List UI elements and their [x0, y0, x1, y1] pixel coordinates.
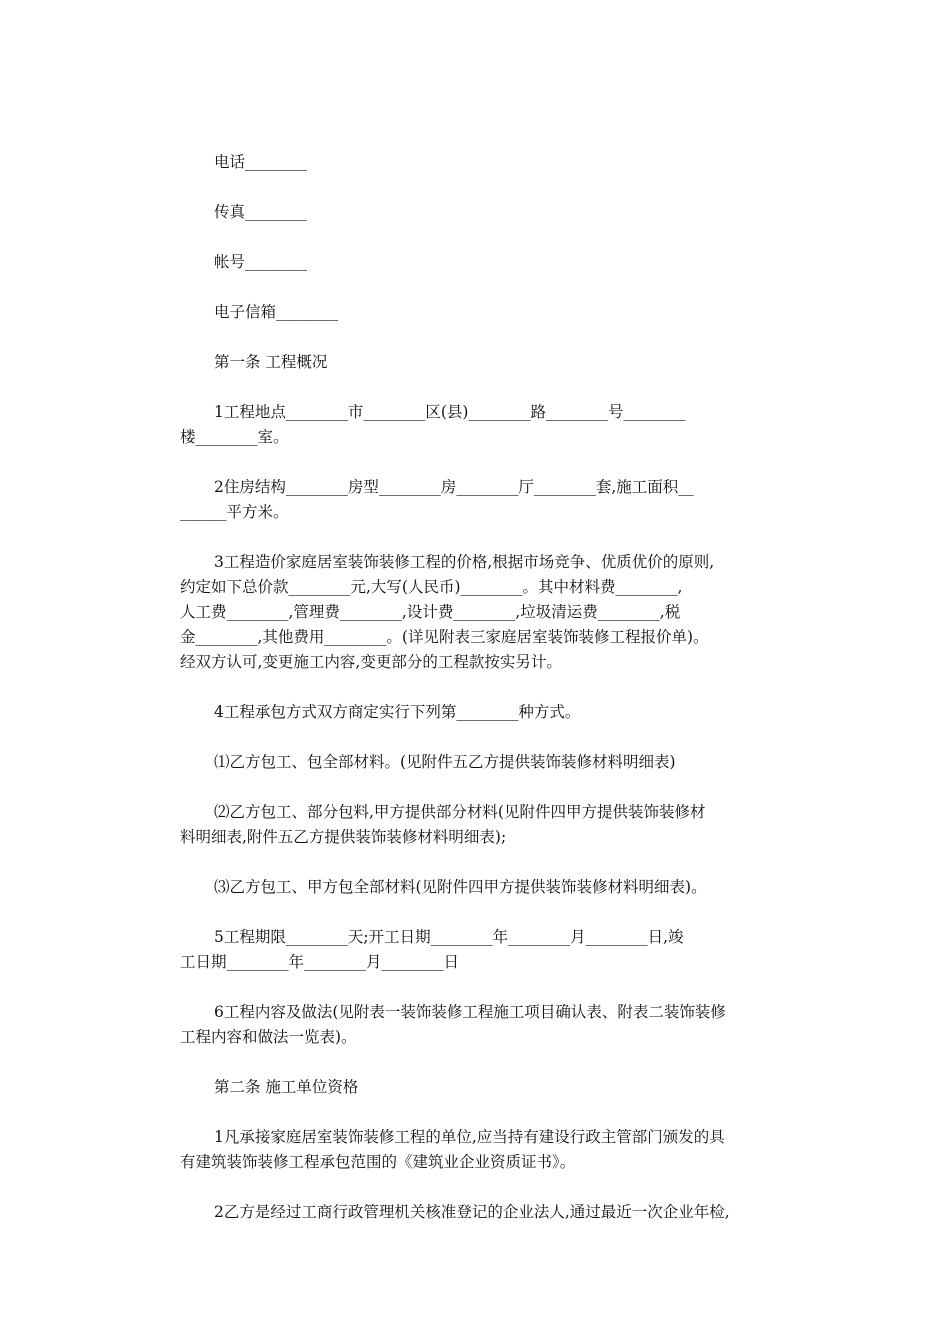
article-1-option-1: ⑴乙方包工、包全部材料。(见附件五乙方提供装饰装修材料明细表) — [214, 753, 676, 771]
article-1-item-4: 4工程承包方式双方商定实行下列第________种方式。 — [214, 703, 581, 721]
article-1-option-2-line-2: 料明细表,附件五乙方提供装饰装修材料明细表); — [180, 828, 507, 846]
article-1-option-2-line-1: ⑵乙方包工、部分包料,甲方提供部分材料(见附件四甲方提供装饰装修材 — [214, 803, 706, 821]
article-1-item-3-line-5: 经双方认可,变更施工内容,变更部分的工程款按实另计。 — [180, 653, 562, 671]
article-2-item-1-line-1: 1凡承接家庭居室装饰装修工程的单位,应当持有建设行政主管部门颁发的具 — [214, 1128, 725, 1146]
article-1-item-1-line-2: 楼________室。 — [180, 428, 289, 446]
article-2-item-1-line-2: 有建筑装饰装修工程承包范围的《建筑业企业资质证书》。 — [180, 1153, 576, 1171]
article-1-item-3-line-3: 人工费________,管理费________,设计费________,垃圾清运费________,税 — [180, 603, 681, 621]
fax-line: 传真________ — [214, 203, 308, 221]
article-1-item-3-line-1: 3工程造价家庭居室装饰装修工程的价格,根据市场竞争、优质优价的原则, — [214, 553, 715, 571]
article-1-item-3-line-2: 约定如下总价款________元,大写(人民币)________。其中材料费________, — [180, 578, 683, 596]
article-1-item-5-line-2: 工日期________年________月________日 — [180, 953, 460, 971]
phone-line: 电话________ — [214, 153, 308, 171]
article-1-item-1-line-1: 1工程地点________市________区(县)________路________号________ — [214, 403, 686, 421]
article-2-item-2-line-1: 2乙方是经过工商行政管理机关核准登记的企业法人,通过最近一次企业年检, — [214, 1203, 730, 1221]
article-1-item-2-line-2: ______平方米。 — [180, 503, 289, 521]
email-line: 电子信箱________ — [214, 303, 339, 321]
article-1-heading: 第一条 工程概况 — [214, 353, 328, 371]
article-1-option-3: ⑶乙方包工、甲方包全部材料(见附件四甲方提供装饰装修材料明细表)。 — [214, 878, 707, 896]
article-1-item-3-line-4: 金________,其他费用________。(详见附表三家庭居室装饰装修工程报价单)。 — [180, 628, 709, 646]
article-1-item-6-line-2: 工程内容和做法一览表)。 — [180, 1028, 357, 1046]
article-1-item-5-line-1: 5工程期限________天;开工日期________年________月________日,竣 — [214, 928, 684, 946]
article-1-item-2-line-1: 2住房结构________房型________房________厅________套,施工面积__ — [214, 478, 694, 496]
article-1-item-6-line-1: 6工程内容及做法(见附表一装饰装修工程施工项目确认表、附表二装饰装修 — [214, 1003, 726, 1021]
article-2-heading: 第二条 施工单位资格 — [214, 1078, 359, 1096]
account-line: 帐号________ — [214, 253, 308, 271]
